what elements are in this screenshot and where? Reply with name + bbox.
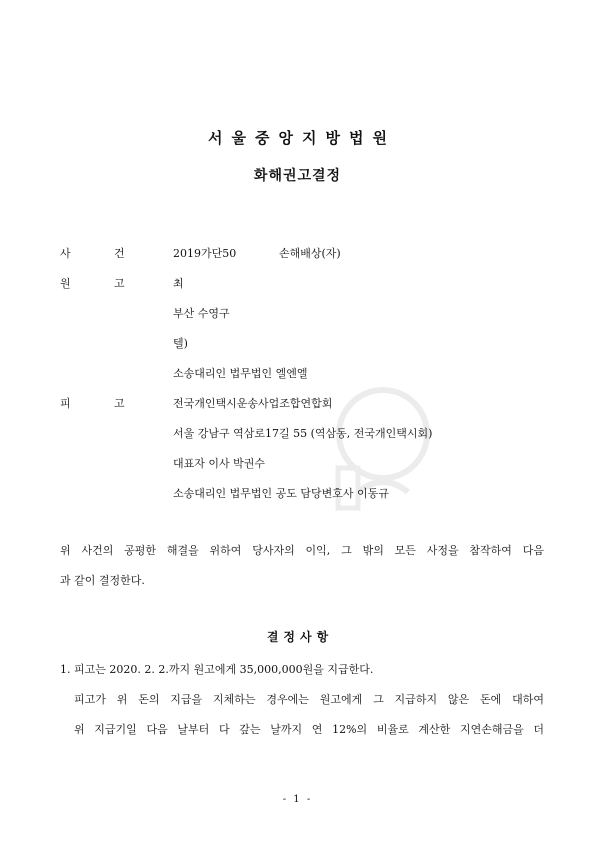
court-name: 서울중앙지방법원 — [208, 129, 396, 147]
document-title: 화해권고결정 — [253, 168, 342, 184]
case-number: 2019가단50 — [173, 247, 237, 260]
defendant-row — [0, 396, 595, 412]
plaintiff-label-2: 고 — [114, 277, 125, 290]
case-row — [0, 246, 595, 262]
decision-item-1: 1. 피고는 2020. 2. 2.까지 원고에게 35,000,000원을 지급한다. — [60, 663, 374, 676]
plaintiff-label-1: 원 — [60, 277, 71, 290]
plaintiff-address: 부산 수영구 — [173, 307, 230, 320]
plaintiff-counsel: 소송대리인 법무법인 엘엔엘 — [173, 367, 308, 380]
defendant-counsel: 소송대리인 법무법인 공도 담당변호사 이동규 — [173, 487, 389, 500]
page-number: - 1 - — [282, 794, 313, 805]
defendant-representative-row — [0, 456, 595, 472]
intro-line-2: 과 같이 결정한다. — [60, 574, 145, 587]
plaintiff-name: 최 — [173, 277, 184, 290]
defendant-address-row — [0, 426, 595, 442]
plaintiff-address-cont: 텔) — [173, 337, 188, 350]
decision-item-1-cont-2: 위 지급기일 다음 날부터 다 갚는 날까지 연 12%의 비율로 계산한 지연손해금을 더 — [74, 723, 544, 736]
plaintiff-address-cont-row — [0, 336, 595, 352]
intro-line-1: 위 사건의 공평한 해결을 위하여 당사자의 이익, 그 밖의 모든 사정을 참작하여 다음 — [60, 544, 544, 557]
decision-item-1-cont-1: 피고가 위 돈의 지급을 지체하는 경우에는 원고에게 그 지급하지 않은 돈에 대하여 — [74, 693, 544, 706]
decision-heading: 결정사항 — [266, 630, 334, 644]
plaintiff-row — [0, 276, 595, 292]
defendant-name: 전국개인택시운송사업조합연합회 — [173, 397, 333, 410]
defendant-address: 서울 강남구 역삼로17길 55 (역삼동, 전국개인택시회) — [173, 427, 433, 440]
defendant-label-2: 고 — [114, 397, 125, 410]
plaintiff-address-row — [0, 306, 595, 322]
plaintiff-counsel-row — [0, 366, 595, 382]
case-label-1: 사 — [60, 247, 71, 260]
defendant-counsel-row — [0, 486, 595, 502]
case-name: 손해배상(자) — [279, 247, 341, 260]
defendant-representative: 대표자 이사 박권수 — [173, 457, 266, 470]
case-label-2: 건 — [114, 247, 125, 260]
defendant-label-1: 피 — [60, 397, 71, 410]
